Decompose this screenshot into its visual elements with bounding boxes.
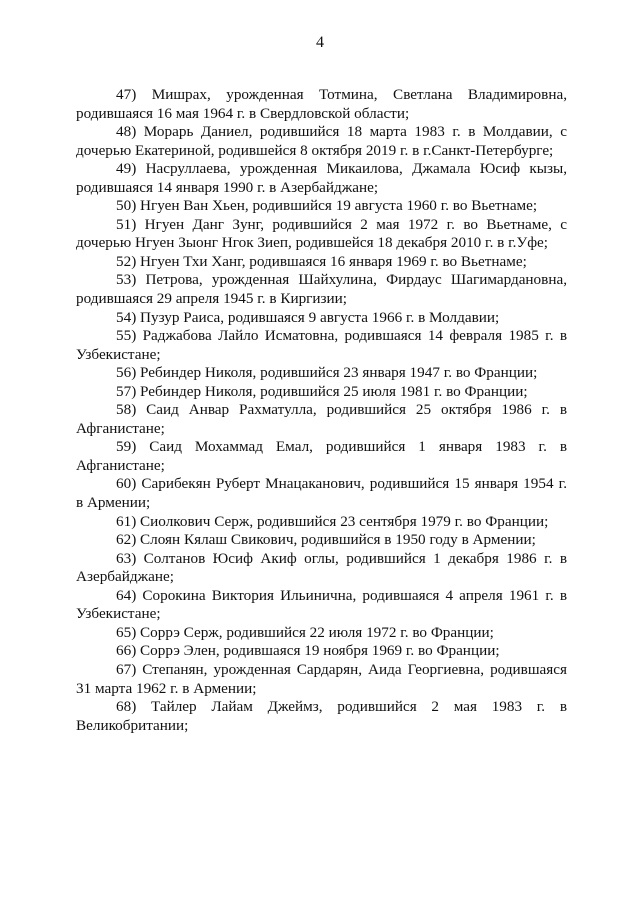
- list-item: 61) Сиолкович Серж, родившийся 23 сентября 1979 г. во Франции;: [116, 512, 549, 530]
- list-item: 65) Соррэ Серж, родившийся 22 июля 1972 г. во Франции;: [116, 623, 494, 641]
- list-item: 54) Пузур Раиса, родившаяся 9 августа 1966 г. в Молдавии;: [116, 308, 500, 326]
- list-item: 68) Тайлер Лайам Джеймз, родившийся 2 мая 1983 г. в Великобритании;: [76, 698, 567, 734]
- list-item: 64) Сорокина Виктория Ильинична, родившаяся 4 апреля 1961 г. в Узбекистане;: [76, 586, 567, 623]
- list-item: 55) Раджабова Лайло Исматовна, родившаяся 14 февраля 1985 г. в Узбекистане;: [76, 327, 567, 363]
- list-item: 62) Слоян Кялаш Свикович, родившийся в 1950 году в Армении;: [116, 531, 536, 549]
- list-item: 60) Сарибекян Руберт Мнацаканович, родившийся 15 января 1954 г. в Армении;: [76, 475, 567, 512]
- list-item: 49) Насруллаева, урожденная Микаилова, Джамала Юсиф кызы, родившаяся 14 января 1990 г. в Азербайджане;: [76, 160, 567, 196]
- list-item: 63) Солтанов Юсиф Акиф оглы, родившийся 1 декабря 1986 г. в Азербайджане;: [76, 549, 567, 586]
- list-item: 58) Саид Анвар Рахматулла, родившийся 25 октября 1986 г. в Афганистане;: [76, 401, 567, 437]
- list-item: 59) Саид Мохаммад Емал, родившийся 1 января 1983 г. в Афганистане;: [76, 438, 567, 474]
- list-item: 56) Ребиндер Николя, родившийся 23 января 1947 г. во Франции;: [116, 364, 538, 382]
- list-item: 66) Соррэ Элен, родившаяся 19 ноября 1969 г. во Франции;: [116, 642, 500, 660]
- entry-list: [76, 86, 567, 735]
- list-item: 52) Нгуен Тхи Ханг, родившаяся 16 января 1969 г. во Вьетнаме;: [116, 252, 527, 270]
- list-item: 67) Степанян, урожденная Сардарян, Аида Георгиевна, родившаяся 31 марта 1962 г. в Армении;: [76, 660, 567, 697]
- list-item: 51) Нгуен Данг Зунг, родившийся 2 мая 1972 г. во Вьетнаме, с дочерью Нгуен Зыонг Нгок Зиеп, родившейся 18 декабря 2010 г. в г.Уфе;: [76, 215, 567, 252]
- list-item: 57) Ребиндер Николя, родившийся 25 июля 1981 г. во Франции;: [116, 382, 528, 400]
- list-item: 47) Мишрах, урожденная Тотмина, Светлана Владимировна, родившаяся 16 мая 1964 г. в Свердловской области;: [76, 86, 567, 122]
- page-number: 4: [316, 34, 324, 51]
- list-item: 50) Нгуен Ван Хьен, родившийся 19 августа 1960 г. во Вьетнаме;: [116, 197, 538, 215]
- list-item: 48) Морарь Даниел, родившийся 18 марта 1983 г. в Молдавии, с дочерью Екатериной, родившейся 8 октября 2019 г. в г.Санкт-Петербурге;: [76, 123, 567, 159]
- list-item: 53) Петрова, урожденная Шайхулина, Фирдаус Шагимардановна, родившаяся 29 апреля 1945 г. в Киргизии;: [76, 271, 567, 308]
